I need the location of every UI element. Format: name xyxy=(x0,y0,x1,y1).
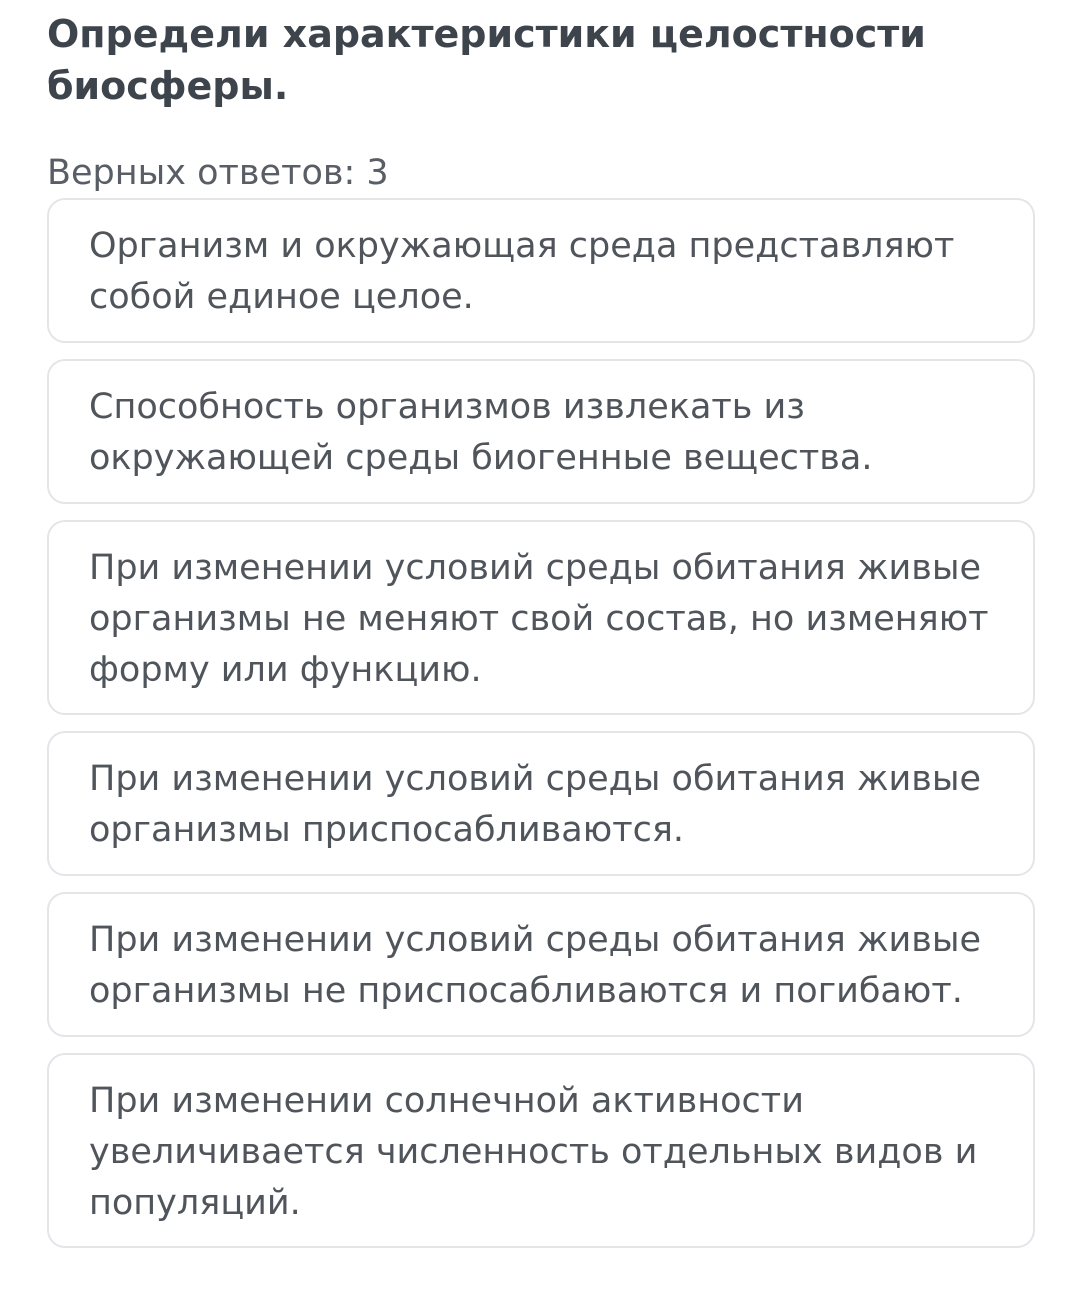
answer-option-text: При изменении условий среды обитания живые организмы не меняют свой состав, но изменяют форму или функцию. xyxy=(89,548,989,690)
answer-option[interactable] xyxy=(47,198,1035,343)
answer-option[interactable] xyxy=(47,892,1035,1037)
answer-option-text: При изменении условий среды обитания живые организмы приспосабливаются. xyxy=(89,759,982,850)
answer-options-list xyxy=(47,198,1035,1248)
answer-option[interactable] xyxy=(47,359,1035,504)
answer-option-text: При изменении солнечной активности увеличивается численность отдельных видов и популяций. xyxy=(89,1081,978,1223)
correct-answers-count: Верных ответов: 3 xyxy=(47,153,389,193)
answer-option-text: Способность организмов извлекать из окружающей среды биогенные вещества. xyxy=(89,387,873,478)
answer-option[interactable] xyxy=(47,1053,1035,1248)
question-title: Определи характеристики целостности биосферы. xyxy=(47,12,926,108)
answer-option[interactable] xyxy=(47,731,1035,876)
answer-option-text: При изменении условий среды обитания живые организмы не приспосабливаются и погибают. xyxy=(89,920,982,1011)
answer-option-text: Организм и окружающая среда представляют собой единое целое. xyxy=(89,226,955,317)
answer-option[interactable] xyxy=(47,520,1035,715)
